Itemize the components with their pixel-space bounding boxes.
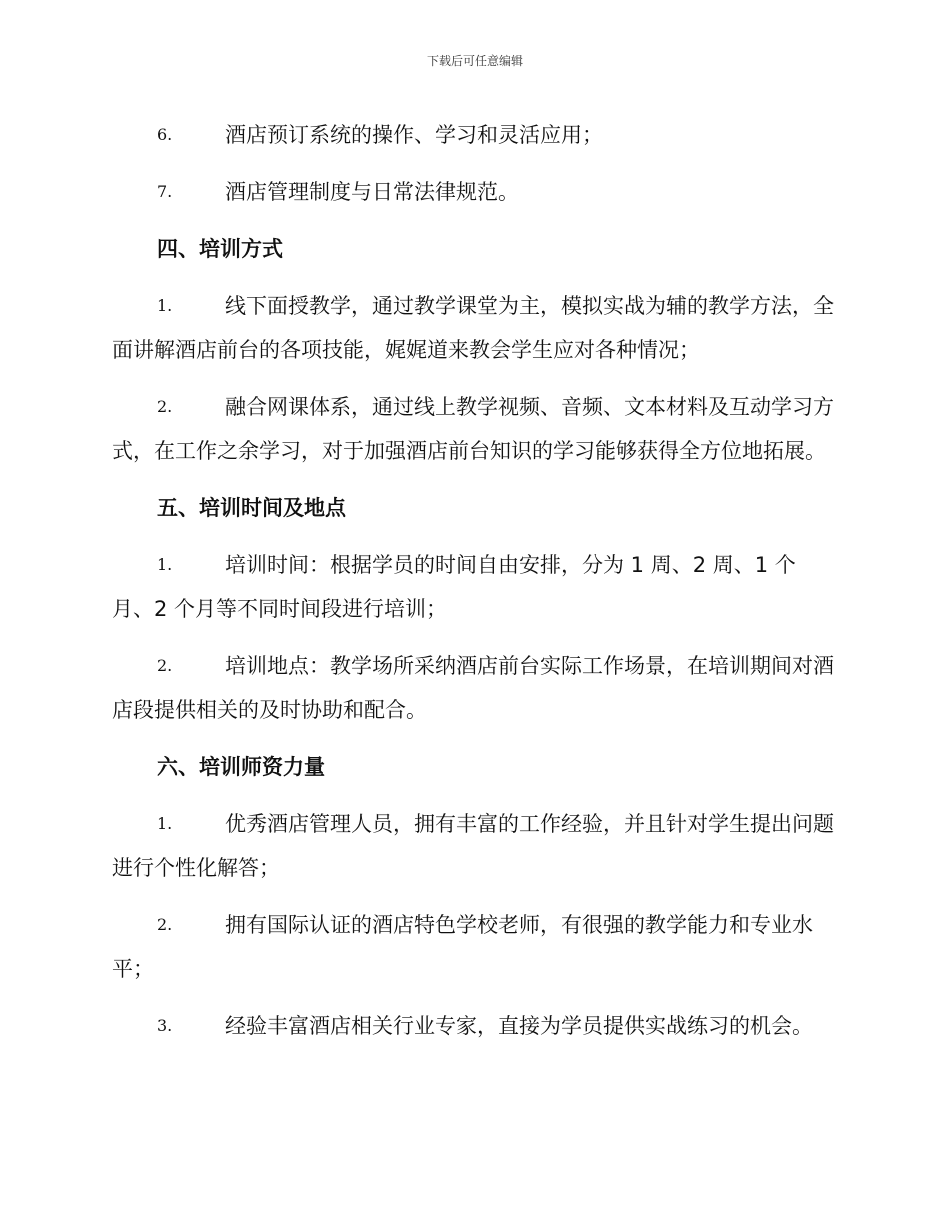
- list-item: [112, 284, 836, 372]
- item-number: 1.: [157, 296, 173, 315]
- item-text: 酒店预订系统的操作、学习和灵活应用；: [225, 123, 603, 147]
- list-item: [112, 113, 836, 157]
- item-text: 酒店管理制度与日常法律规范。: [225, 180, 519, 204]
- section-heading-teaching-staff: 六、培训师资力量: [157, 755, 325, 779]
- section-heading-time-location: 五、培训时间及地点: [157, 496, 346, 520]
- item-number: 2.: [157, 656, 173, 675]
- item-number: 2.: [157, 397, 173, 416]
- list-item: [112, 543, 836, 631]
- item-text: 培训地点：教学场所采纳酒店前台实际工作场景，在培训期间对酒店段提供相关的及时协助和配合。: [112, 654, 834, 722]
- item-text: 线下面授教学，通过教学课堂为主，模拟实战为辅的教学方法，全面讲解酒店前台的各项技能，娓娓道来教会学生应对各种情况；: [112, 294, 834, 362]
- item-number: 2.: [157, 915, 173, 934]
- item-text: 培训时间：根据学员的时间自由安排，分为 1 周、2 周、1 个月、2 个月等不同时间段进行培训；: [112, 553, 796, 621]
- item-number: 1.: [157, 555, 173, 574]
- list-item: [112, 1004, 836, 1048]
- list-item: [112, 802, 836, 890]
- item-number: 1.: [157, 814, 173, 833]
- page-header: 下载后可任意编辑: [426, 54, 523, 68]
- item-number: 6.: [157, 125, 173, 144]
- item-number: 7.: [157, 182, 173, 201]
- item-text: 优秀酒店管理人员，拥有丰富的工作经验，并且针对学生提出问题进行个性化解答；: [112, 812, 834, 880]
- document-body: [112, 113, 836, 1061]
- section-heading-training-method: 四、培训方式: [157, 237, 283, 261]
- list-item: [112, 170, 836, 214]
- list-item: [112, 644, 836, 732]
- item-text: 融合网课体系，通过线上教学视频、音频、文本材料及互动学习方式，在工作之余学习，对于加强酒店前台知识的学习能够获得全方位地拓展。: [112, 395, 834, 463]
- list-item: [112, 903, 836, 991]
- list-item: [112, 385, 836, 473]
- item-text: 拥有国际认证的酒店特色学校老师，有很强的教学能力和专业水平；: [112, 913, 813, 981]
- item-text: 经验丰富酒店相关行业专家，直接为学员提供实战练习的机会。: [225, 1014, 813, 1038]
- item-number: 3.: [157, 1016, 173, 1035]
